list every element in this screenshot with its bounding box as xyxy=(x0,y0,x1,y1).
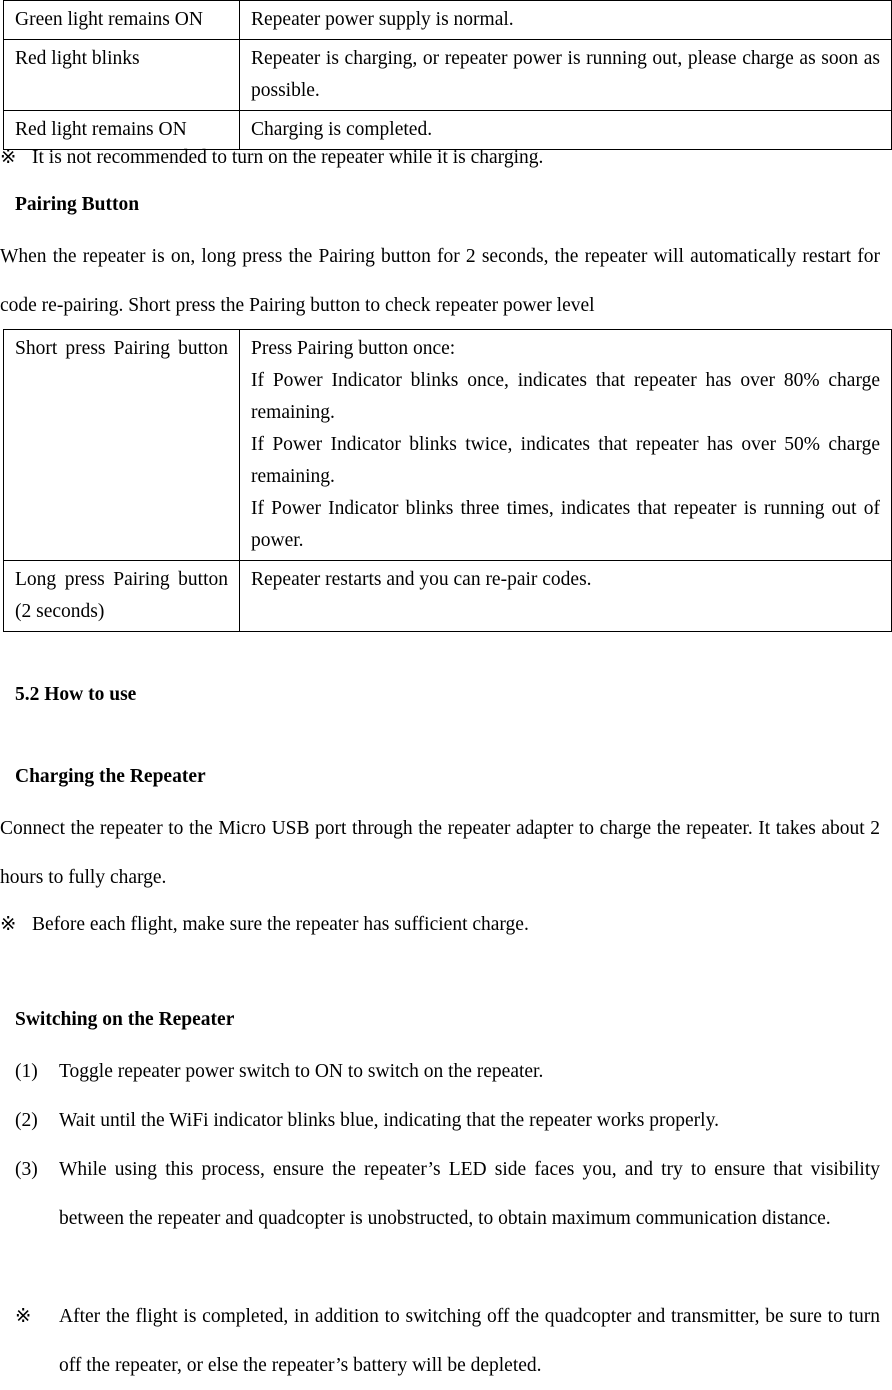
long-press-description: Repeater restarts and you can re-pair codes. xyxy=(240,561,892,632)
note-text: Before each flight, make sure the repeater has sufficient charge. xyxy=(32,914,529,935)
charging-heading: Charging the Repeater xyxy=(15,766,206,787)
short-press-label: Short press Pairing button xyxy=(4,330,240,561)
short-press-line: If Power Indicator blinks three times, indicates that repeater is running out of power. xyxy=(251,498,880,551)
indicator-meaning: Repeater is charging, or repeater power is running out, please charge as soon as possible. xyxy=(240,40,892,111)
short-press-line: If Power Indicator blinks once, indicates that repeater has over 80% charge remaining. xyxy=(251,370,880,423)
step-text: Wait until the WiFi indicator blinks blue, indicating that the repeater works properly. xyxy=(59,1110,719,1131)
pairing-heading: Pairing Button xyxy=(15,194,140,215)
long-press-label xyxy=(4,561,240,632)
note-mark: ※ xyxy=(0,914,17,935)
step-text: After the flight is completed, in addition to switching off the quadcopter and transmitter, be sure to turn off the repeater, or else the repeater’s battery will be depleted. xyxy=(59,1306,880,1376)
indicator-state: Red light blinks xyxy=(4,40,240,111)
charging-body: Connect the repeater to the Micro USB port through the repeater adapter to charge the repeater. It takes about 2 hours to fully charge. xyxy=(0,818,880,888)
step-number: (3) xyxy=(15,1159,38,1180)
indicator-state: Red light remains ON xyxy=(4,111,240,150)
table-row xyxy=(4,561,892,632)
list-item xyxy=(15,1047,880,1096)
step-number: ※ xyxy=(15,1306,32,1327)
charging-note xyxy=(0,145,543,169)
step-text: While using this process, ensure the repeater’s LED side faces you, and try to ensure that visibility between the repeater and quadcopter is unobstructed, to obtain maximum communication distance. xyxy=(59,1159,880,1229)
list-item xyxy=(15,1292,880,1390)
section-heading: 5.2 How to use xyxy=(15,684,137,705)
pairing-table xyxy=(3,329,892,632)
note-mark: ※ xyxy=(0,147,17,168)
table-row xyxy=(4,40,892,111)
step-number: (2) xyxy=(15,1110,38,1131)
long-press-label-text: Long press Pairing button (2 seconds) xyxy=(15,569,228,622)
step-text: Toggle repeater power switch to ON to switch on the repeater. xyxy=(59,1061,544,1082)
short-press-line: Press Pairing button once: xyxy=(251,338,456,359)
short-press-description xyxy=(240,330,892,561)
table-row xyxy=(4,1,892,40)
switching-heading: Switching on the Repeater xyxy=(15,1009,235,1030)
pairing-body: When the repeater is on, long press the Pairing button for 2 seconds, the repeater will automatically restart for code re-pairing. Short press the Pairing button to check repeater power level xyxy=(0,246,880,316)
indicator-meaning: Charging is completed. xyxy=(240,111,892,150)
indicator-state: Green light remains ON xyxy=(4,1,240,40)
note-text: It is not recommended to turn on the repeater while it is charging. xyxy=(32,147,544,168)
table-row xyxy=(4,111,892,150)
list-item xyxy=(15,1145,880,1243)
indicator-meaning: Repeater power supply is normal. xyxy=(240,1,892,40)
table-row xyxy=(4,330,892,561)
list-item xyxy=(15,1096,880,1145)
indicator-table xyxy=(3,0,892,150)
short-press-line: If Power Indicator blinks twice, indicates that repeater has over 50% charge remaining. xyxy=(251,434,880,487)
charging-note-2 xyxy=(0,912,529,936)
step-number: (1) xyxy=(15,1061,38,1082)
